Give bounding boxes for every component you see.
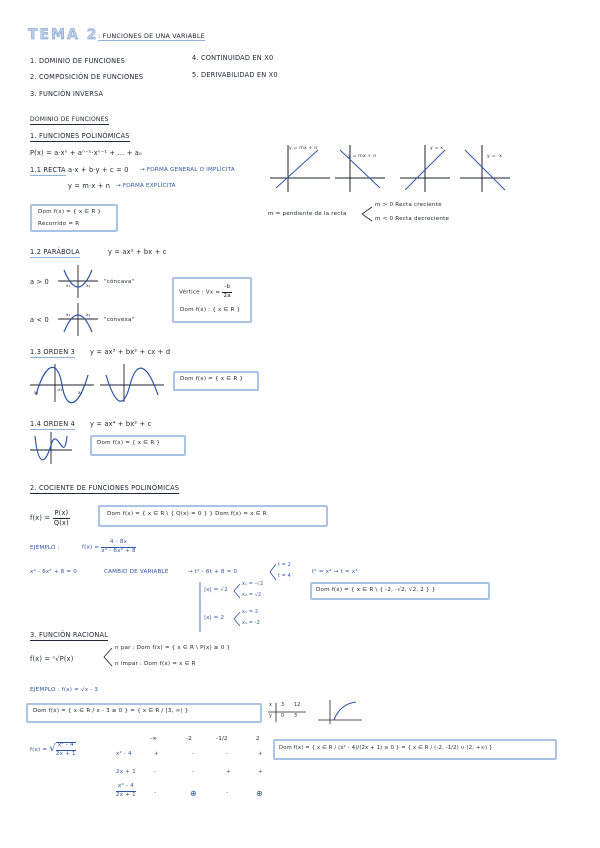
- section-heading-dominio: DOMINIO DE FUNCIONES: [30, 116, 109, 123]
- ejemplo-label: EJEMPLO :: [30, 545, 60, 551]
- cambio-variable: CAMBIO DE VARIABLE: [104, 569, 169, 575]
- table-y-1: 0: [281, 714, 285, 719]
- sign-row3-den: 2x + 1: [116, 791, 136, 798]
- recta-general-note: → FORMA GENERAL O IMPLÍCITA: [140, 167, 235, 173]
- sign-row3-num: x² - 4: [116, 784, 136, 792]
- orden4-eq: y = ax⁴ + bx² + c: [90, 420, 152, 428]
- concava-label: "cóncava": [104, 279, 135, 285]
- sign-r2-c3: +: [226, 769, 231, 775]
- abs-root-2b: x₄ = -2: [242, 621, 261, 626]
- page-subtitle: : FUNCIONES DE UNA VARIABLE: [98, 32, 205, 40]
- table-x-1: 3: [281, 703, 285, 708]
- sign-result: Dom f(x) = { x ∈ R / (x² - 4)/(2x + 1) ≥ 0 } = { x ∈ R / (-2, -1/2) ∪ (2, +∞) }: [279, 745, 493, 751]
- graph-label-4: y = -x: [487, 154, 503, 159]
- orden3-root-3: x₃: [78, 390, 83, 395]
- sign-row-label-2: 2x + 1: [116, 769, 136, 775]
- racional-ejemplo: EJEMPLO : f(x) = √x - 3: [30, 687, 99, 693]
- sign-r1-c4: +: [258, 751, 263, 757]
- sign-r1-c1: +: [154, 751, 159, 757]
- parabola-pos: a > 0: [30, 278, 49, 286]
- parabola-neg: a < 0: [30, 316, 49, 324]
- abs-root-2a: x₃ = 2: [242, 610, 259, 615]
- sign-head-0: -∞: [150, 736, 158, 742]
- index-item-2: 2. COMPOSICIÓN DE FUNCIONES: [30, 73, 144, 81]
- cociente-num: P(x): [54, 509, 69, 517]
- t-root-2: t = 4: [278, 574, 292, 579]
- sign-r2-c4: +: [258, 769, 263, 775]
- racional-impar: n impar : Dom f(x) = x ∈ R: [115, 661, 196, 667]
- table-y-head: y: [269, 714, 273, 719]
- sign-r3-c2: ⊕: [190, 789, 197, 798]
- orden3-root-2: x₂: [58, 387, 63, 392]
- sign-row-label-1: x² - 4: [116, 751, 132, 757]
- recta-explicit-eq: y = m·x + n: [68, 182, 111, 190]
- parabola-dom: Dom f(x) : { x ∈ R }: [180, 307, 241, 313]
- polynomial-formula: P(x) = a·xⁿ + aⁿ⁻¹·xⁿ⁻¹ + ... + a₀: [30, 149, 142, 157]
- orden3-dom: Dom f(x) = { x ∈ R }: [180, 376, 244, 382]
- abs-root-1b: x₂ = √2: [242, 593, 262, 598]
- abs-eq-1: |x| = √2: [204, 587, 229, 593]
- vertice-label: Vértice : Vx =: [179, 289, 221, 296]
- racional-par: n par : Dom f(x) = { x ∈ R \ P(x) ≥ 0 }: [115, 645, 231, 651]
- t-root-1: t = 2: [278, 563, 292, 568]
- racional-formula: f(x) = ⁿ√P(x): [30, 655, 74, 663]
- recorrido: Recorrido = R: [38, 221, 80, 227]
- graph-label-2: y = mx + n: [348, 154, 377, 159]
- table-y-2: 3: [294, 714, 298, 719]
- dom-recta: Dom f(x) = { x ∈ R }: [38, 209, 102, 215]
- section-heading-racional: 3. FUNCIÓN RACIONAL: [30, 631, 109, 639]
- graph-label-3: y = x: [430, 146, 444, 151]
- sign-r2-c2: -: [192, 769, 195, 775]
- orden3-root-1: x₁: [34, 390, 39, 395]
- sign-r1-c3: -: [226, 751, 229, 757]
- recta-label: 1.1 RECTA: [30, 166, 66, 174]
- vertice-num: -b: [222, 285, 232, 293]
- sign-r3-c1: -: [154, 790, 157, 796]
- parabola-x1-neg: x₁: [66, 312, 71, 317]
- graph-label-1: y = mx + n: [289, 146, 318, 151]
- cociente-result: Dom f(x) = { x ∈ R \ { -2, -√2, √2, 2 } }: [316, 587, 436, 593]
- decreciente-label: m < 0 Recta decreciente: [375, 216, 450, 222]
- racional-dom: Dom f(x) = { x ∈ R / x - 3 ≥ 0 } = { x ∈ R / [3, ∞) }: [33, 708, 189, 714]
- orden3-eq: y = ax³ + bx² + cx + d: [90, 348, 171, 356]
- eq-quartic: x⁴ - 6x² + 8 = 0: [30, 569, 78, 575]
- parabola-x1-pos: x₁: [66, 283, 71, 288]
- sign-formula: f(x) = √ $\frac{\text{x² - 4}}{2x + 1}$: [30, 742, 76, 757]
- sign-r1-c2: -: [192, 751, 195, 757]
- index-item-3: 3. FUNCIÓN INVERSA: [30, 90, 104, 98]
- parabola-eq: y = ax² + bx + c: [108, 248, 167, 256]
- sign-r3-c4: ⊕: [256, 789, 263, 798]
- recta-explicit-note: → FORMA EXPLÍCITA: [116, 183, 176, 189]
- cociente-f: f(x) =: [30, 514, 51, 523]
- sign-den: 2x + 1: [55, 750, 76, 757]
- pendiente-label: m = pendiente de la recta: [268, 211, 347, 217]
- index-item-1: 1. DOMINIO DE FUNCIONES: [30, 57, 125, 65]
- section-heading-cociente: 2. COCIENTE DE FUNCIONES POLINÓMICAS: [30, 484, 180, 492]
- abs-root-1a: x₁ = -√2: [242, 582, 264, 587]
- recta-general-eq: a·x + b·y + c = 0: [68, 166, 129, 174]
- ejemplo-den: x⁴ - 6x² + 8: [101, 547, 136, 554]
- ejemplo-f: f(x) =: [82, 544, 100, 551]
- sign-r2-c1: -: [154, 769, 157, 775]
- page-title: TEMA 2: [28, 27, 99, 43]
- sign-r3-c3: -: [226, 790, 229, 796]
- orden4-dom: Dom f(x) = { x ∈ R }: [97, 440, 161, 446]
- parabola-x2-neg: x₂: [86, 312, 91, 317]
- orden4-label: 1.4 ORDEN 4: [30, 420, 76, 428]
- convexa-label: "convexa": [104, 317, 135, 323]
- orden3-label: 1.3 ORDEN 3: [30, 348, 76, 356]
- parabola-x2-pos: x₂: [86, 283, 91, 288]
- substitution: t² = x⁴ → t = x²: [312, 569, 358, 575]
- t-equation: → t² - 6t + 8 = 0: [188, 569, 238, 575]
- sign-f: f(x) =: [30, 747, 48, 754]
- creciente-label: m > 0 Recta creciente: [375, 202, 442, 208]
- sign-row-frac: [116, 784, 136, 798]
- table-x-head: x: [269, 703, 273, 708]
- cociente-den: Q(x): [53, 518, 69, 527]
- table-x-2: 12: [294, 703, 301, 708]
- parabola-label: 1.2 PARÁBOLA: [30, 248, 80, 256]
- sign-head-2: -1/2: [216, 736, 228, 742]
- index-item-4: 4. CONTINUIDAD EN X0: [192, 54, 274, 62]
- sign-head-3: 2: [256, 736, 260, 742]
- vertice-den: 2a: [223, 292, 231, 299]
- sign-head-1: -2: [186, 736, 192, 742]
- sign-frac: [56, 742, 76, 757]
- index-item-5: 5. DERIVABILIDAD EN X0: [192, 71, 278, 79]
- ejemplo-num: 4 - 8x: [101, 540, 135, 548]
- subsection-polinomicas: 1. FUNCIONES POLINÓMICAS: [30, 132, 130, 140]
- cociente-dom: Dom f(x) = { x ∈ R \ { Q(x) = 0 } } Dom f(x) = x ∈ R: [107, 511, 267, 517]
- abs-eq-2: |x| = 2: [204, 615, 225, 621]
- sign-num: x² - 4: [56, 743, 76, 751]
